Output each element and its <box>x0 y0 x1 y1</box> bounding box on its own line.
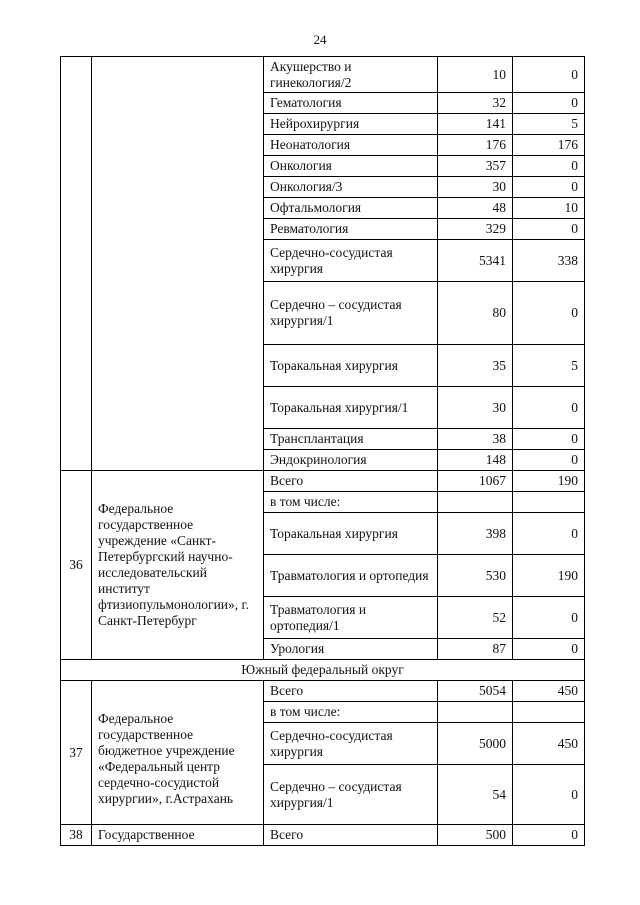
total-cell: 30 <box>438 177 513 198</box>
total-cell: 500 <box>438 825 513 846</box>
hmp-cell: 0 <box>513 450 585 471</box>
hmp-cell: 0 <box>513 825 585 846</box>
profile-cell: Сердечно – сосудистая хирургия/1 <box>264 765 438 825</box>
total-cell <box>438 702 513 723</box>
total-cell: 329 <box>438 219 513 240</box>
profile-cell: в том числе: <box>264 702 438 723</box>
profile-cell: Неонатология <box>264 135 438 156</box>
hmp-cell: 450 <box>513 681 585 702</box>
profile-cell: Торакальная хирургия/1 <box>264 387 438 429</box>
profile-cell: Торакальная хирургия <box>264 345 438 387</box>
profile-cell: Онкология <box>264 156 438 177</box>
total-cell: 87 <box>438 639 513 660</box>
hmp-cell: 0 <box>513 219 585 240</box>
hmp-cell: 190 <box>513 555 585 597</box>
profile-cell: Нейрохирургия <box>264 114 438 135</box>
profile-cell: Всего <box>264 825 438 846</box>
hmp-cell: 5 <box>513 345 585 387</box>
table-row <box>61 471 585 492</box>
profile-cell: Акушерство и гинекология/2 <box>264 57 438 93</box>
page-number: 24 <box>313 32 327 47</box>
hmp-cell: 0 <box>513 513 585 555</box>
hmp-cell: 450 <box>513 723 585 765</box>
profile-cell: Травматология и ортопедия/1 <box>264 597 438 639</box>
total-cell: 80 <box>438 282 513 345</box>
profile-cell: Торакальная хирургия <box>264 513 438 555</box>
hmp-cell: 0 <box>513 57 585 93</box>
profile-cell: Сердечно-сосудистая хирургия <box>264 240 438 282</box>
organization-cell: Государственное <box>92 825 264 846</box>
profile-cell: Ревматология <box>264 219 438 240</box>
row-number-cell: 37 <box>61 681 92 825</box>
total-cell: 530 <box>438 555 513 597</box>
row-number-cell: 36 <box>61 471 92 660</box>
total-cell: 32 <box>438 93 513 114</box>
hmp-cell: 0 <box>513 429 585 450</box>
profile-cell: Гематология <box>264 93 438 114</box>
total-cell: 54 <box>438 765 513 825</box>
row-number-cell: 38 <box>61 825 92 846</box>
profile-cell: Урология <box>264 639 438 660</box>
profile-cell: Эндокринология <box>264 450 438 471</box>
profile-cell: Всего <box>264 471 438 492</box>
profile-cell: Всего <box>264 681 438 702</box>
organization-cell: Федеральное государственное учреждение «Санкт-Петербургский научно-исследовательский институт фтизиопульмонологии», г. Санкт-Петербург <box>92 471 264 660</box>
hmp-cell: 338 <box>513 240 585 282</box>
profile-cell: Травматология и ортопедия <box>264 555 438 597</box>
total-cell: 10 <box>438 57 513 93</box>
total-cell: 398 <box>438 513 513 555</box>
hmp-cell: 190 <box>513 471 585 492</box>
total-cell: 30 <box>438 387 513 429</box>
hmp-cell: 0 <box>513 177 585 198</box>
profile-cell: Онкология/3 <box>264 177 438 198</box>
total-cell <box>438 492 513 513</box>
total-cell: 5054 <box>438 681 513 702</box>
row-number-cell <box>61 57 92 471</box>
table-row <box>61 57 585 93</box>
hmp-cell <box>513 702 585 723</box>
hmp-cell: 0 <box>513 282 585 345</box>
total-cell: 148 <box>438 450 513 471</box>
total-cell: 52 <box>438 597 513 639</box>
table-row <box>61 660 585 681</box>
quota-table <box>60 56 585 846</box>
hmp-cell: 0 <box>513 93 585 114</box>
profile-cell: в том числе: <box>264 492 438 513</box>
profile-cell: Трансплантация <box>264 429 438 450</box>
total-cell: 5000 <box>438 723 513 765</box>
hmp-cell: 0 <box>513 597 585 639</box>
hmp-cell: 10 <box>513 198 585 219</box>
total-cell: 141 <box>438 114 513 135</box>
profile-cell: Сердечно-сосудистая хирургия <box>264 723 438 765</box>
hmp-cell: 176 <box>513 135 585 156</box>
total-cell: 357 <box>438 156 513 177</box>
profile-cell: Офтальмология <box>264 198 438 219</box>
total-cell: 35 <box>438 345 513 387</box>
total-cell: 38 <box>438 429 513 450</box>
total-cell: 48 <box>438 198 513 219</box>
hmp-cell: 5 <box>513 114 585 135</box>
table-row <box>61 825 585 846</box>
organization-cell: Федеральное государственное бюджетное учреждение «Федеральный центр сердечно-сосудистой хирургии», г.Астрахань <box>92 681 264 825</box>
section-header-south: Южный федеральный округ <box>61 660 585 681</box>
hmp-cell <box>513 492 585 513</box>
total-cell: 5341 <box>438 240 513 282</box>
total-cell: 176 <box>438 135 513 156</box>
hmp-cell: 0 <box>513 639 585 660</box>
table-row <box>61 681 585 702</box>
profile-cell: Сердечно – сосудистая хирургия/1 <box>264 282 438 345</box>
hmp-cell: 0 <box>513 765 585 825</box>
total-cell: 1067 <box>438 471 513 492</box>
organization-cell <box>92 57 264 471</box>
hmp-cell: 0 <box>513 387 585 429</box>
hmp-cell: 0 <box>513 156 585 177</box>
